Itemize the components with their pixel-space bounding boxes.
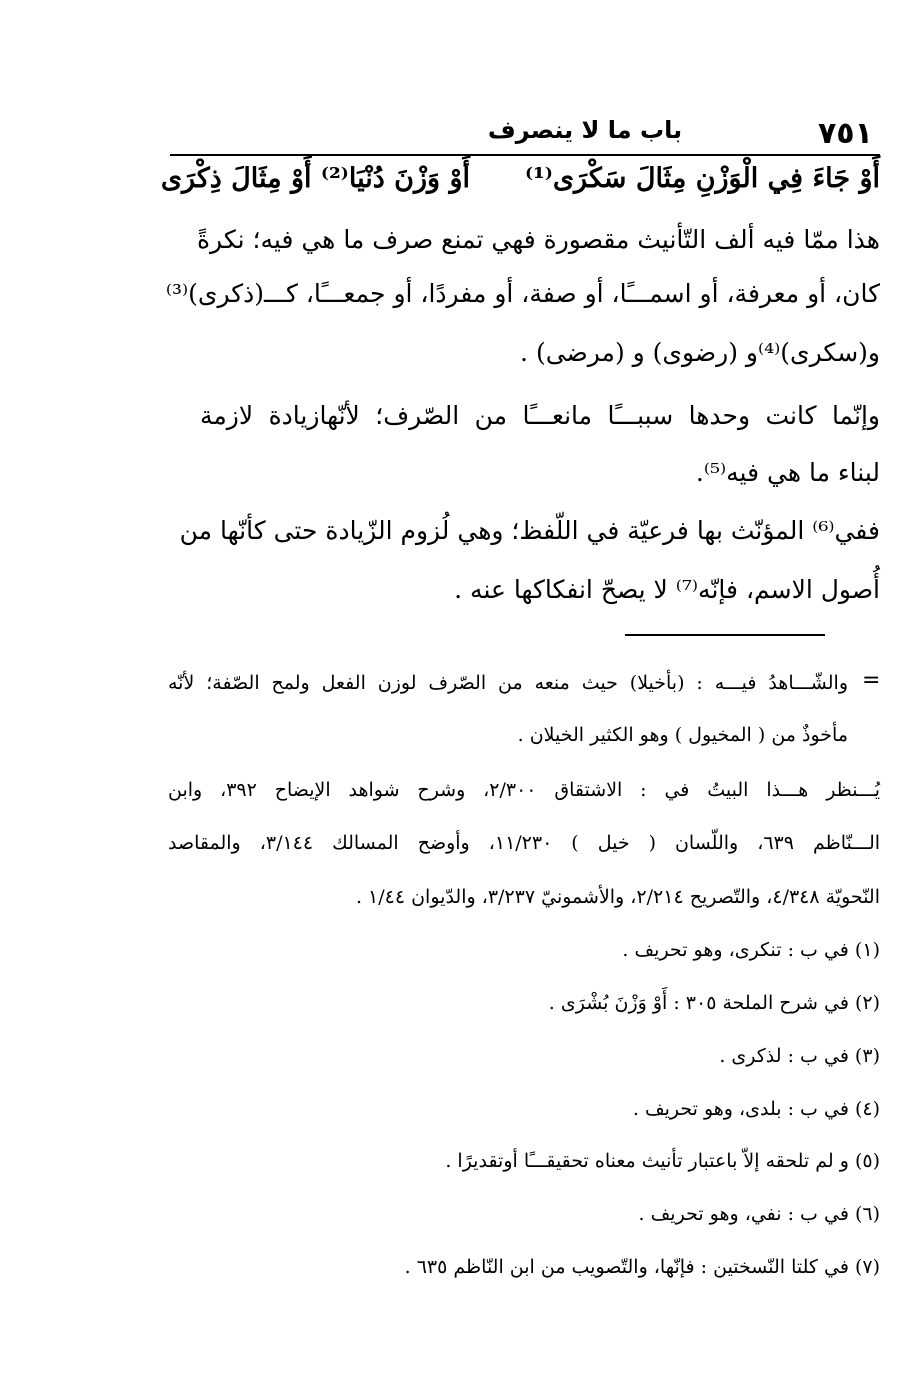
body-line: و(سكرى)⁽⁴⁾و (رضوى) و (مرضى) .	[520, 338, 880, 367]
footnote-line: والشّـــاهدُ فيـــه : (بأخيلا) حيث منعه من الصّرف لوزن الفعل ولمح الصّفة؛ لأنّه	[168, 672, 848, 694]
footnote-separator	[625, 634, 825, 636]
footnote-line: النّحويّة ٤/٣٤٨، والتّصريح ٢/٢١٤، والأشمونيّ ٣/٢٣٧، والدّيوان ١/٤٤ .	[355, 886, 880, 908]
footnote-1: (١) في ب : تنكرى، وهو تحريف .	[622, 939, 880, 961]
footnote-3: (٣) في ب : لذكرى .	[719, 1045, 880, 1067]
footnote-5: (٥) و لم تلحقه إلاّ باعتبار تأنيث معناه تحقيقـــًا أوتقديرًا .	[445, 1150, 880, 1172]
continuation-mark: =	[862, 668, 881, 693]
body-line: وإنّما كانت وحدها سببـــًا مانعـــًا من الصّرف؛ لأنّهازيادة لازمة	[200, 401, 880, 430]
footnote-6: (٦) في ب : نفي، وهو تحريف .	[638, 1203, 880, 1225]
footnote-2: (٢) في شرح الملحة ٣٠٥ : أَوْ وَزْنَ بُشْرَى .	[548, 992, 880, 1014]
body-line: هذا ممّا فيه ألف التّأنيث مقصورة فهي تمنع صرف ما هي فيه؛ نكرةً	[196, 225, 880, 254]
footnote-line: مأخوذٌ من ( المخيول ) وهو الكثير الخيلان .	[517, 724, 848, 746]
verse-left-hemistich: أَوْ وَزْنَ دُنْيَا⁽²⁾ أَوْ مِثَالَ ذِكْرَى	[160, 163, 470, 194]
body-line: لبناء ما هي فيه⁽⁵⁾.	[695, 458, 880, 487]
body-line: ففي⁽⁶⁾ المؤنّث بها فرعيّة في اللّفظ؛ وهي لُزوم الزّيادة حتى كأنّها من	[179, 516, 880, 545]
page-number: ٧٥١	[818, 116, 873, 151]
footnote-line: الـــنّاظم ٦٣٩، واللّسان ( خيل ) ١١/٢٣٠، وأوضح المسالك ٣/١٤٤، والمقاصد	[168, 832, 881, 854]
footnote-7: (٧) في كلتا النّسختين : فإنّها، والتّصويب من ابن النّاظم ٦٣٥ .	[404, 1256, 880, 1278]
body-line: كان، أو معرفة، أو اسمـــًا، أو صفة، أو مفردًا، أو جمعـــًا، كـــ(ذكرى)⁽³⁾	[165, 279, 880, 308]
footnote-4: (٤) في ب : بلدى، وهو تحريف .	[632, 1098, 880, 1120]
chapter-title: باب ما لا ينصرف	[487, 116, 683, 144]
body-line: أُصول الاسم، فإنّه⁽⁷⁾ لا يصحّ انفكاكها عنه .	[454, 575, 880, 604]
header-rule	[170, 154, 880, 156]
footnote-line: يُـــنظر هـــذا البيتُ في : الاشتقاق ٢/٣٠٠، وشرح شواهد الإيضاح ٣٩٢، وابن	[168, 779, 880, 801]
verse-right-hemistich: أَوْ جَاءَ فِي الْوَزْنِ مِثَالَ سَكْرَى⁽¹⁾	[524, 163, 880, 194]
